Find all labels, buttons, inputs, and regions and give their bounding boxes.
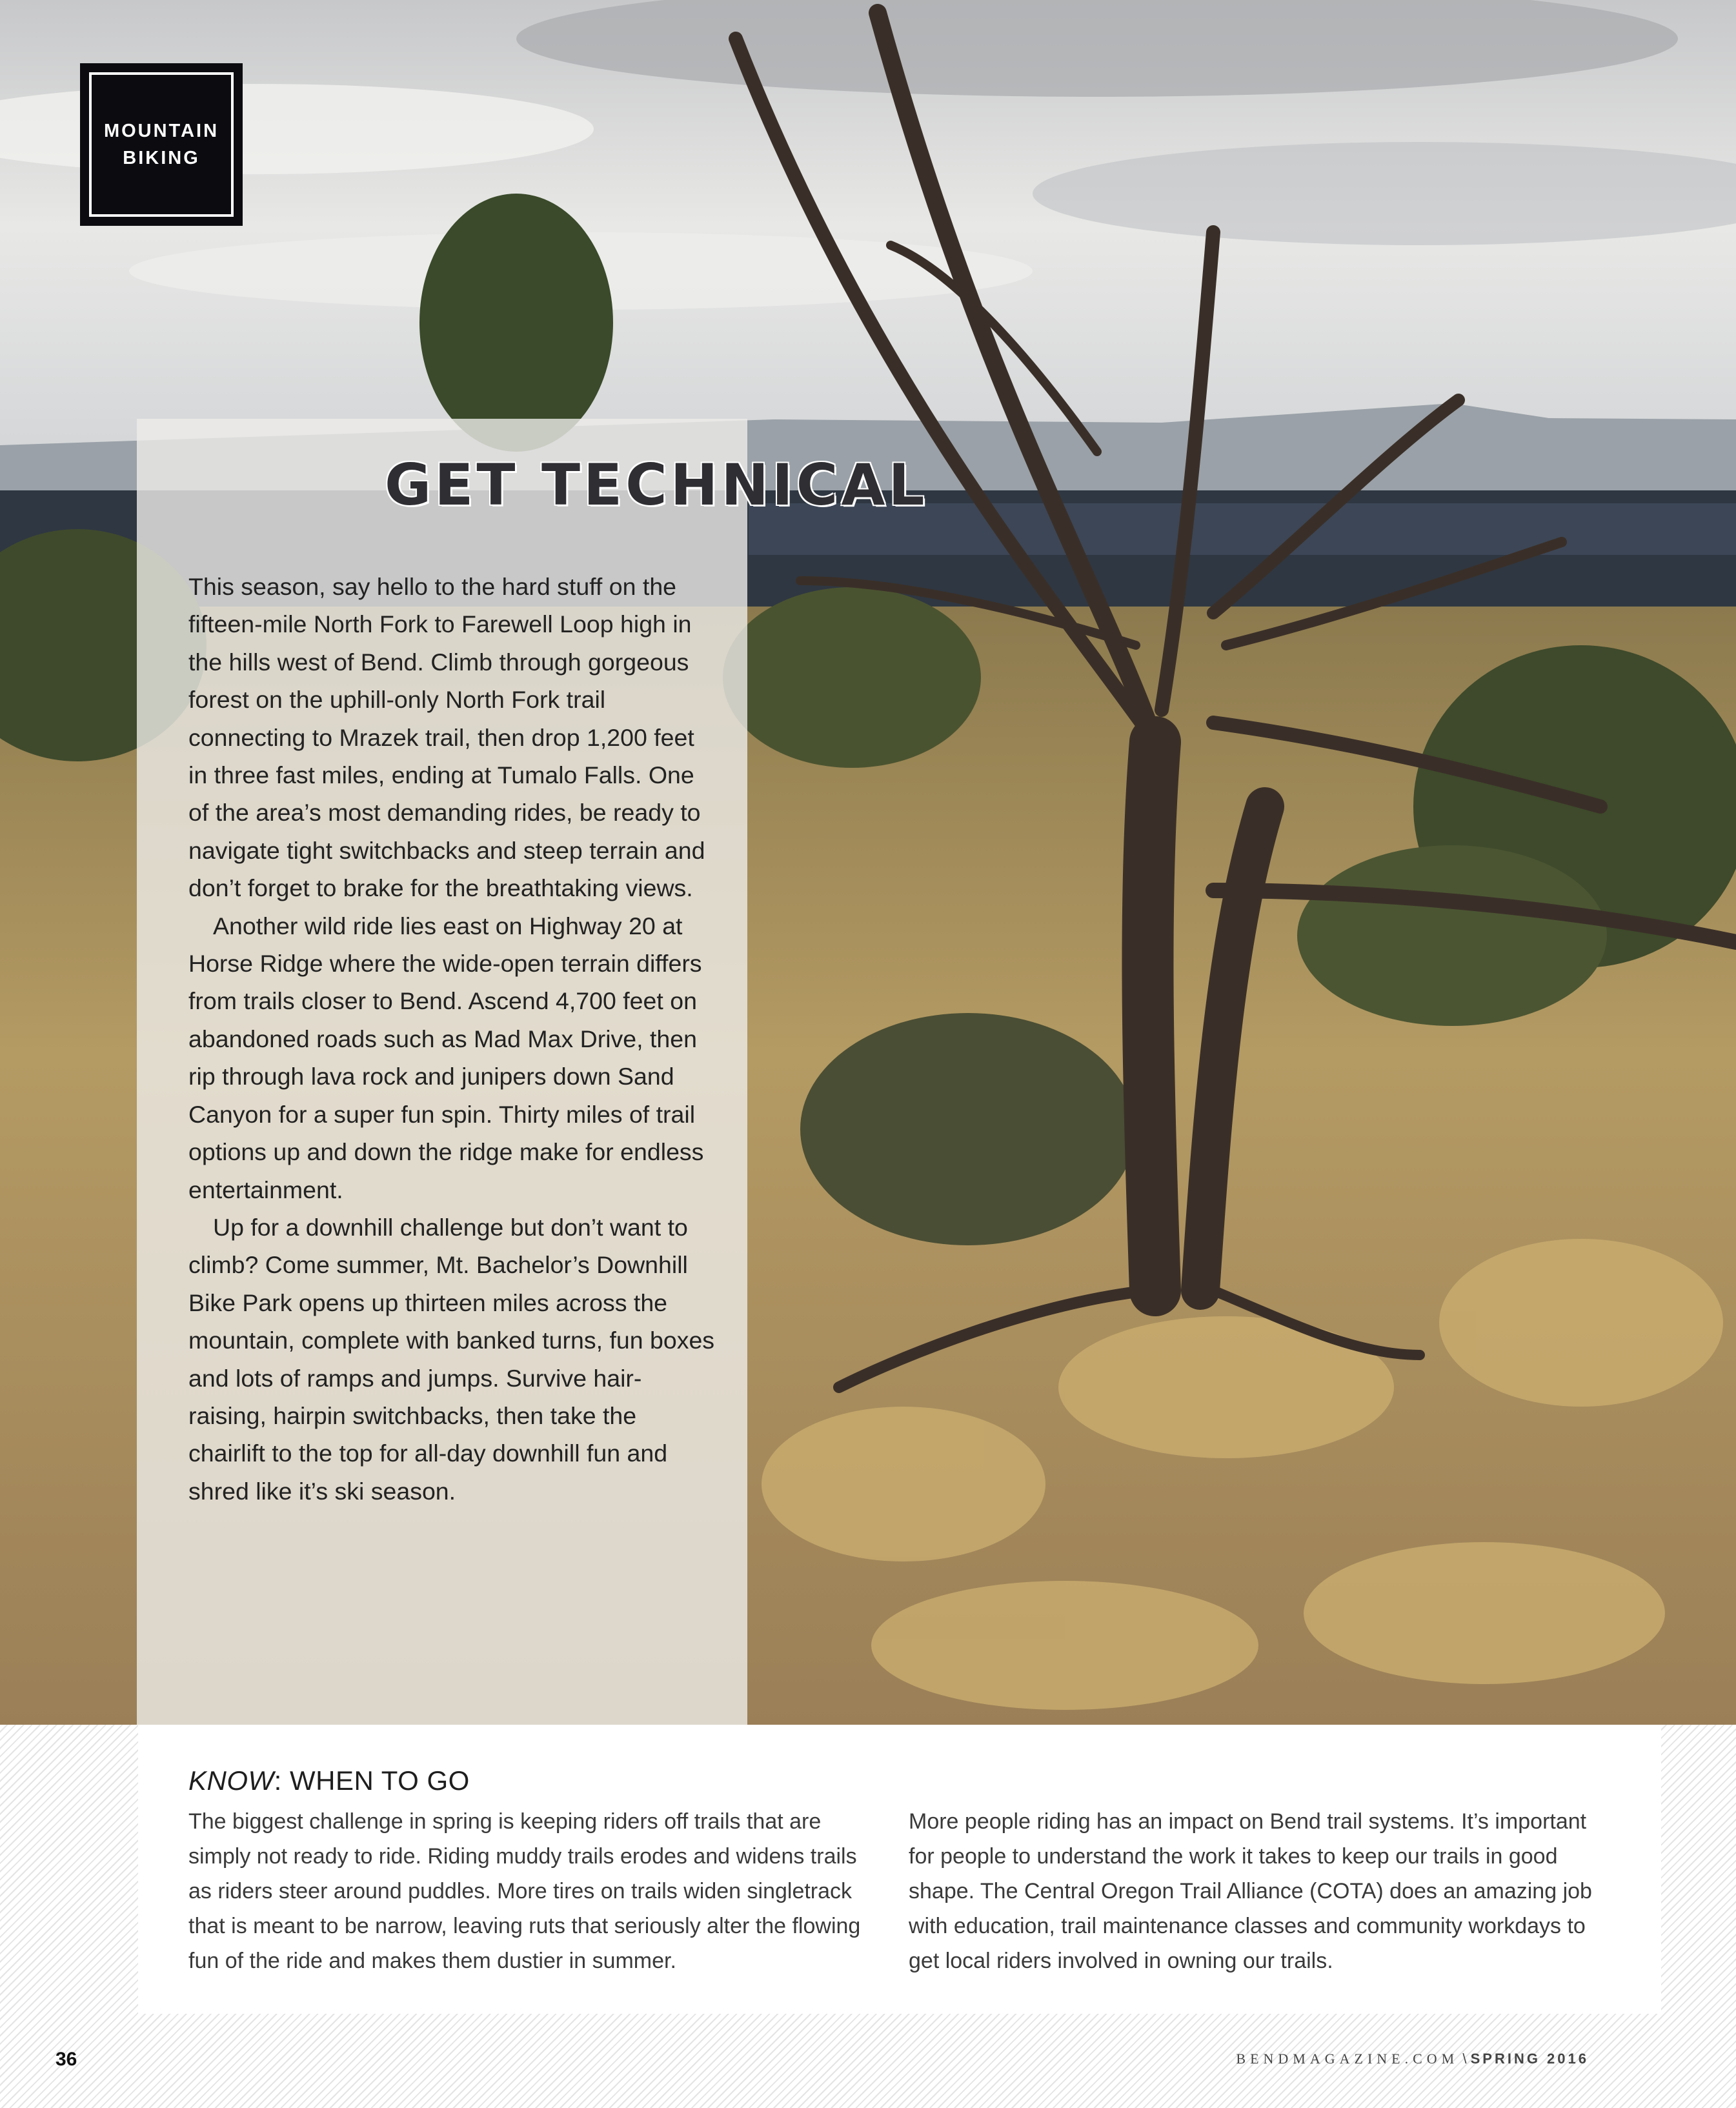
know-heading-label: KNOW bbox=[188, 1765, 274, 1796]
article-paragraph-3: Up for a downhill challenge but don’t want to climb? Come summer, Mt. Bachelor’s Downhill Bike Park opens up thirteen miles across the mountain, complete with banked turns, fun boxes and lots of ramps and jumps. Survive hair-raising, hairpin switchbacks, then take the chairlift to the top for all-day downhill fun and shred like it’s ski season. bbox=[188, 1213, 715, 1505]
know-column-left: The biggest challenge in spring is keeping riders off trails that are simply not ready to ride. Riding muddy trails erodes and widens trails as riders steer around puddles. More tires on trails widen singletrack that is meant to be narrow, leaving ruts that seriously alter the flowing fun of the ride and makes them dustier in summer. bbox=[188, 1809, 861, 1973]
category-label-line-1: MOUNTAIN bbox=[103, 121, 219, 141]
article-title: GET TECHNICAL bbox=[385, 452, 928, 518]
article-paragraph-2: Another wild ride lies east on Highway 20 at Horse Ridge where the wide-open terrain differs from trails closer to Bend. Ascend 4,700 feet on abandoned roads such as Mad Max Drive, then rip through lava rock and junipers down Sand Canyon for a super fun spin. Thirty miles of trail options up and down the ridge make for endless entertainment. bbox=[188, 912, 704, 1203]
page-number: 36 bbox=[56, 2049, 77, 2070]
folio bbox=[1236, 2051, 1589, 2067]
folio-issue: SPRING 2016 bbox=[1470, 2051, 1589, 2067]
article-paragraph-1: This season, say hello to the hard stuff on the fifteen-mile North Fork to Farewell Loop high in the hills west of Bend. Climb through gorgeous forest on the uphill-only North Fork trail connecting to Mrazek trail, then drop 1,200 feet in three fast miles, ending at Tumalo Falls. One of the area’s most demanding rides, be ready to navigate tight switchbacks and steep terrain and don’t forget to brake for the breathtaking views. bbox=[188, 573, 705, 902]
know-heading-text: : WHEN TO GO bbox=[274, 1765, 470, 1796]
category-badge-frame bbox=[89, 72, 234, 217]
know-heading bbox=[188, 1765, 470, 1796]
folio-site: BENDMAGAZINE.COM bbox=[1236, 2051, 1459, 2067]
article-body bbox=[188, 568, 718, 1510]
category-badge bbox=[80, 63, 243, 226]
category-label-line-2: BIKING bbox=[123, 148, 200, 168]
know-column-right: More people riding has an impact on Bend trail systems. It’s important for people to understand the work it takes to keep our trails in good shape. The Central Oregon Trail Alliance (COTA) does an amazing job with education, trail maintenance classes and community workdays to get local riders involved in owning our trails. bbox=[909, 1809, 1592, 1973]
folio-separator: \ bbox=[1458, 2051, 1471, 2067]
